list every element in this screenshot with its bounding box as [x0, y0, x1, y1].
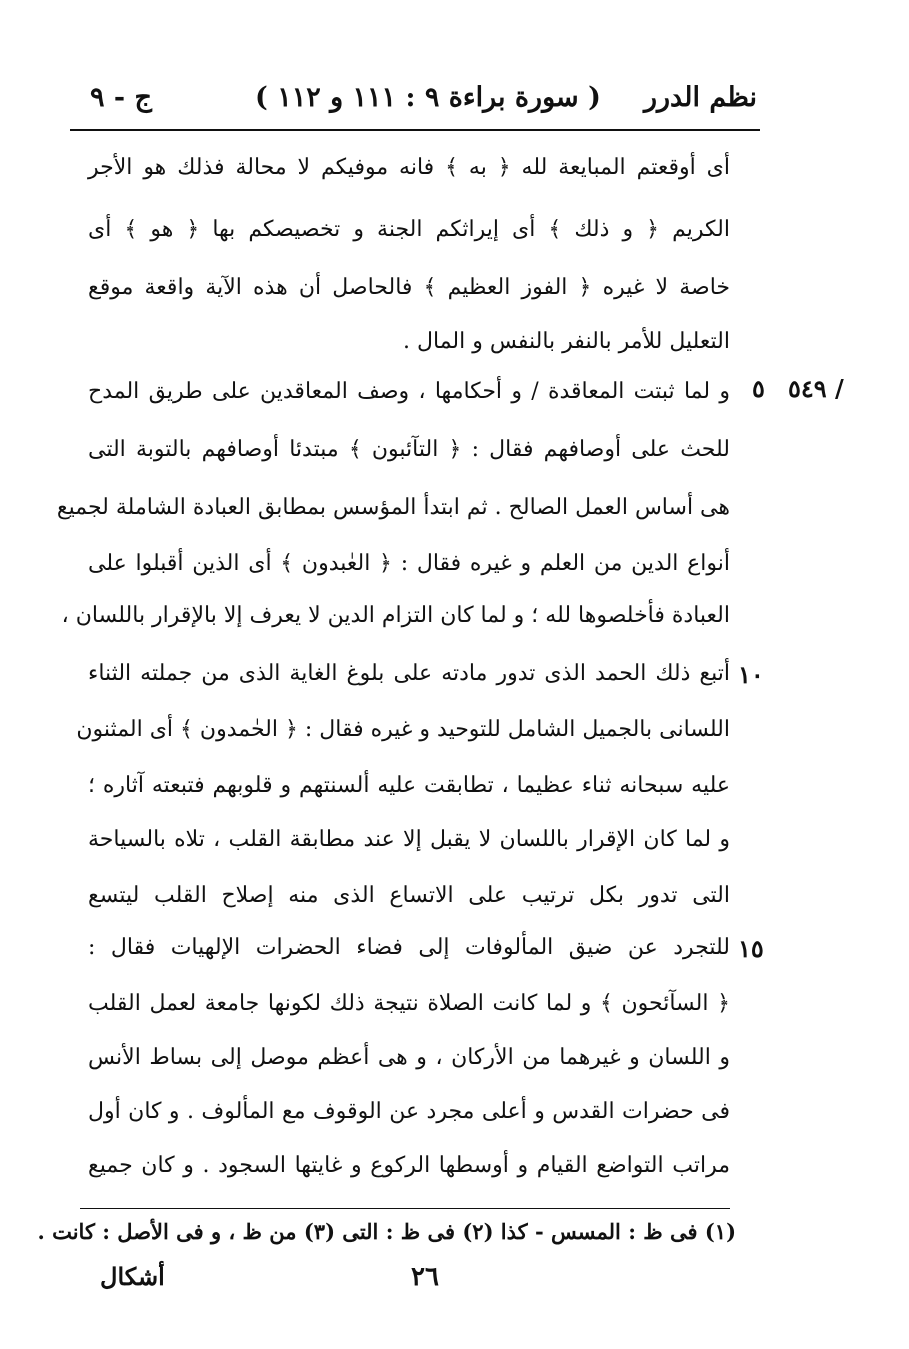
- page-number: ٢٦: [411, 1262, 439, 1292]
- header-part-volume: ج - ٩: [90, 82, 152, 113]
- body-line: أنواع الدين من العلم و غيره فقال : ﴿ العٰبدون ﴾ أى الذين أقبلوا على: [88, 551, 730, 576]
- body-line: و لما ثبتت المعاقدة / و أحكامها ، وصف المعاقدين على طريق المدح: [88, 379, 730, 404]
- margin-manuscript-folio: ٥٤٩ /: [788, 374, 844, 403]
- body-line: عليه سبحانه ثناء عظيما ، تطابقت عليه ألسنتهم و قلوبهم فتبعته آثاره ؛: [88, 773, 730, 798]
- body-line: العبادة فأخلصوها لله ؛ و لما كان التزام الدين لا يعرف إلا بالإقرار باللسان ،: [61, 603, 730, 628]
- body-line: أتبع ذلك الحمد الذى تدور مادته على بلوغ الغاية الذى من جملته الثناء: [88, 661, 730, 686]
- margin-line-number-10: ١٠: [738, 660, 764, 689]
- footnote-text: (١) فى ظ : المسس - كذا (٢) فى ظ : التى (٣) من ظ ، و فى الأصل : كانت .: [37, 1219, 736, 1244]
- body-line: و لما كان الإقرار باللسان لا يقبل إلا عند مطابقة القلب ، تلاه بالسياحة: [88, 827, 730, 852]
- margin-line-number-5: ٥: [752, 374, 765, 403]
- body-line: أى أوقعتم المبايعة لله ﴿ به ﴾ فانه موفيكم لا محالة فذلك هو الأجر: [88, 155, 730, 180]
- body-line: هى أساس العمل الصالح . ثم ابتدأ المؤسس بمطابق العبادة الشاملة لجميع: [56, 495, 730, 520]
- header-surah-reference: ( سورة براءة ٩ : ١١١ و ١١٢ ): [255, 82, 601, 113]
- body-line: التعليل للأمر بالنفر بالنفس و المال .: [403, 329, 730, 354]
- body-line: و اللسان و غيرهما من الأركان ، و هى أعظم موصل إلى بساط الأنس: [88, 1045, 730, 1070]
- body-line: الكريم ﴿ و ذلك ﴾ أى إيراثكم الجنة و تخصيصكم بها ﴿ هو ﴾ أى: [88, 217, 730, 242]
- body-line: للتجرد عن ضيق المألوفات إلى فضاء الحضرات الإلهيات فقال :: [88, 935, 730, 960]
- body-line: مراتب التواضع القيام و أوسطها الركوع و غايتها السجود . و كان جميع: [88, 1153, 730, 1178]
- footnote-rule: [80, 1208, 730, 1209]
- body-line: للحث على أوصافهم فقال : ﴿ التآئبون ﴾ مبتدئا أوصافهم بالتوبة التى: [88, 437, 730, 462]
- body-line: التى تدور بكل ترتيب على الاتساع الذى منه إصلاح القلب ليتسع: [88, 883, 730, 908]
- body-line: فى حضرات القدس و أعلى مجرد عن الوقوف مع المألوف . و كان أول: [88, 1099, 730, 1124]
- header-book-title: نظم الدرر: [643, 82, 757, 113]
- body-line: خاصة لا غيره ﴿ الفوز العظيم ﴾ فالحاصل أن هذه الآية واقعة موقع: [88, 275, 730, 300]
- body-line: اللسانى بالجميل الشامل للتوحيد و غيره فقال : ﴿ الحٰمدون ﴾ أى المثنون: [76, 717, 730, 742]
- margin-line-number-15: ١٥: [738, 934, 764, 963]
- catchword: أشكال: [100, 1262, 165, 1291]
- header-rule: [70, 129, 760, 131]
- body-line: ﴿ السآئحون ﴾ و لما كانت الصلاة نتيجة ذلك لكونها جامعة لعمل القلب: [88, 991, 730, 1016]
